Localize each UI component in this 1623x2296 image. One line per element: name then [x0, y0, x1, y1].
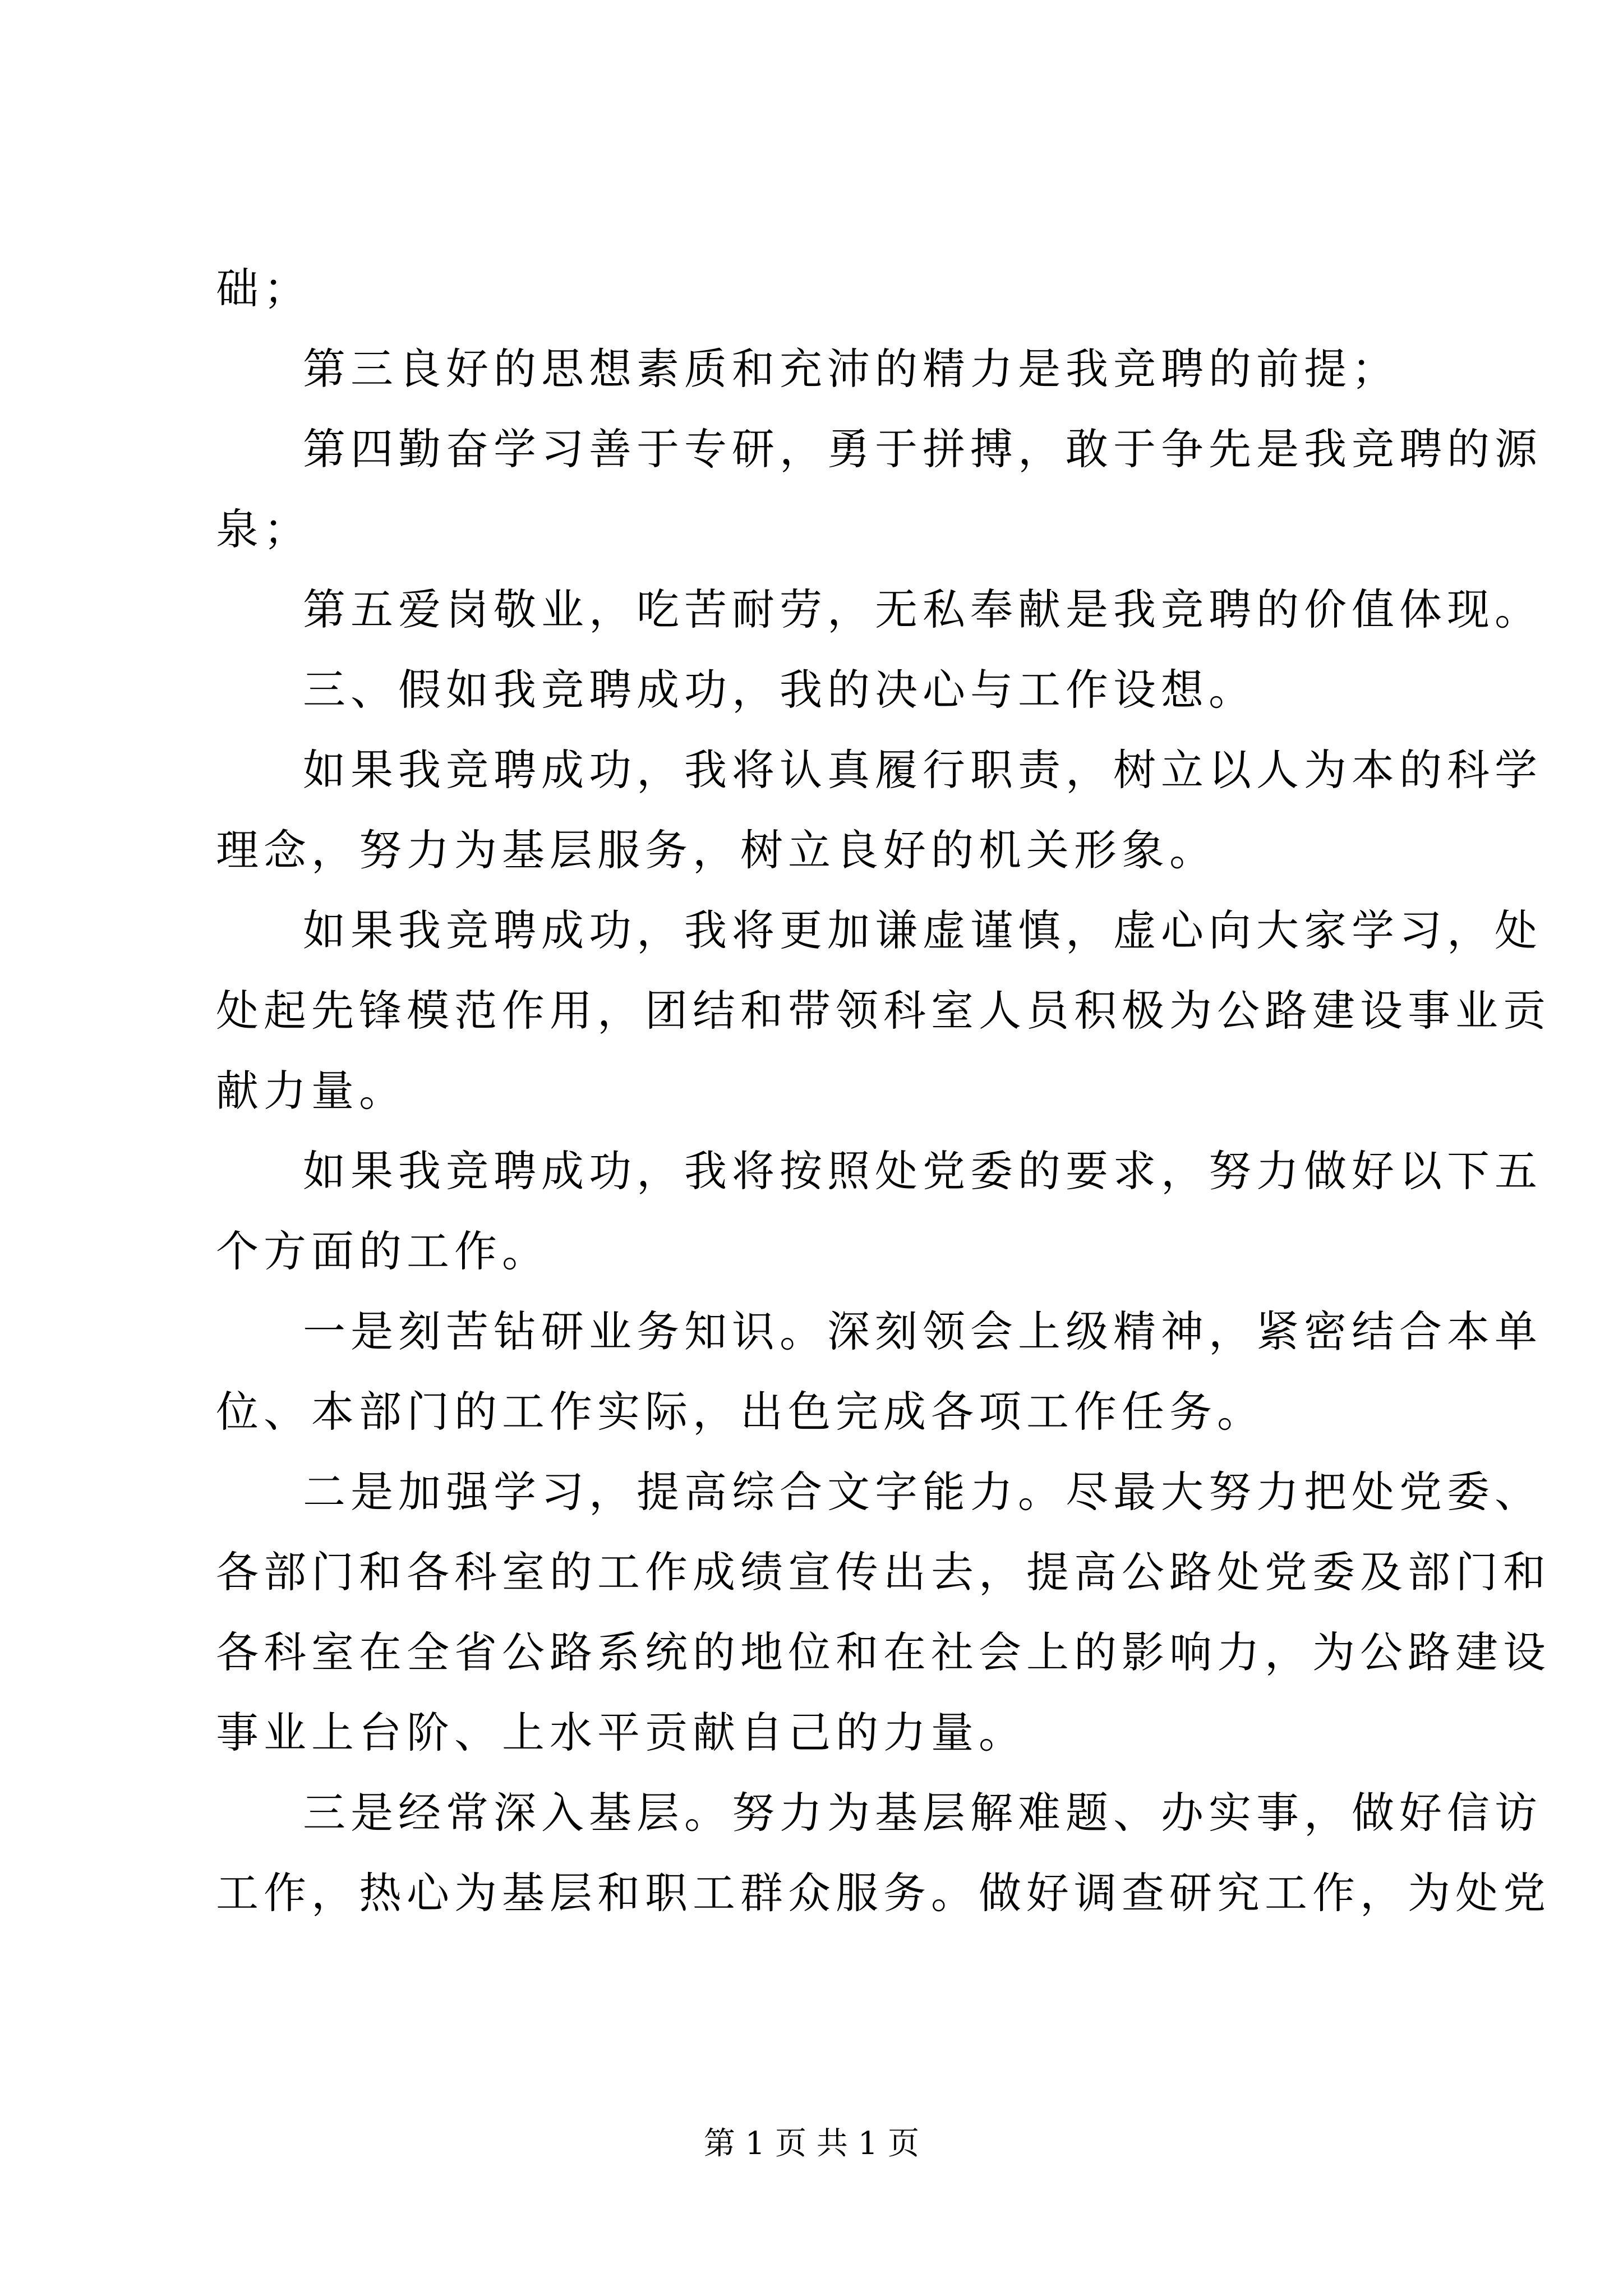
text-line: 二是加强学习，提高综合文字能力。尽最大努力把处党委、 — [303, 1467, 1542, 1517]
text-line: 位、本部门的工作实际，出色完成各项工作任务。 — [216, 1387, 1265, 1437]
text-line: 工作，热心为基层和职工群众服务。做好调查研究工作，为处党 — [216, 1868, 1551, 1918]
text-line: 第五爱岗敬业，吃苦耐劳，无私奉献是我竞聘的价值体现。 — [303, 585, 1542, 634]
text-line: 三、假如我竞聘成功，我的决心与工作设想。 — [303, 665, 1256, 715]
text-line: 如果我竞聘成功，我将按照处党委的要求，努力做好以下五 — [303, 1146, 1542, 1196]
text-line: 一是刻苦钻研业务知识。深刻领会上级精神，紧密结合本单 — [303, 1306, 1542, 1356]
text-line: 事业上台阶、上水平贡献自己的力量。 — [216, 1708, 1026, 1757]
text-line: 理念，努力为基层服务，树立良好的机关形象。 — [216, 825, 1217, 875]
text-line: 第四勤奋学习善于专研，勇于拼搏，敢于争先是我竞聘的源 — [303, 424, 1542, 474]
text-line: 各部门和各科室的工作成绩宣传出去，提高公路处党委及部门和 — [216, 1547, 1551, 1597]
page-footer: 第 1 页 共 1 页 — [703, 2125, 920, 2162]
text-line: 个方面的工作。 — [216, 1226, 550, 1276]
text-line: 各科室在全省公路系统的地位和在社会上的影响力，为公路建设 — [216, 1627, 1551, 1677]
text-line: 如果我竞聘成功，我将更加谦虚谨慎，虚心向大家学习，处 — [303, 905, 1542, 955]
text-line: 第三良好的思想素质和充沛的精力是我竞聘的前提； — [303, 344, 1399, 394]
text-line: 献力量。 — [216, 1066, 407, 1116]
text-line: 础； — [216, 264, 311, 314]
text-line: 处起先锋模范作用，团结和带领科室人员积极为公路建设事业贡 — [216, 986, 1551, 1036]
text-line: 三是经常深入基层。努力为基层解难题、办实事，做好信访 — [303, 1788, 1542, 1838]
text-line: 泉； — [216, 504, 311, 554]
text-line: 如果我竞聘成功，我将认真履行职责，树立以人为本的科学 — [303, 745, 1542, 795]
